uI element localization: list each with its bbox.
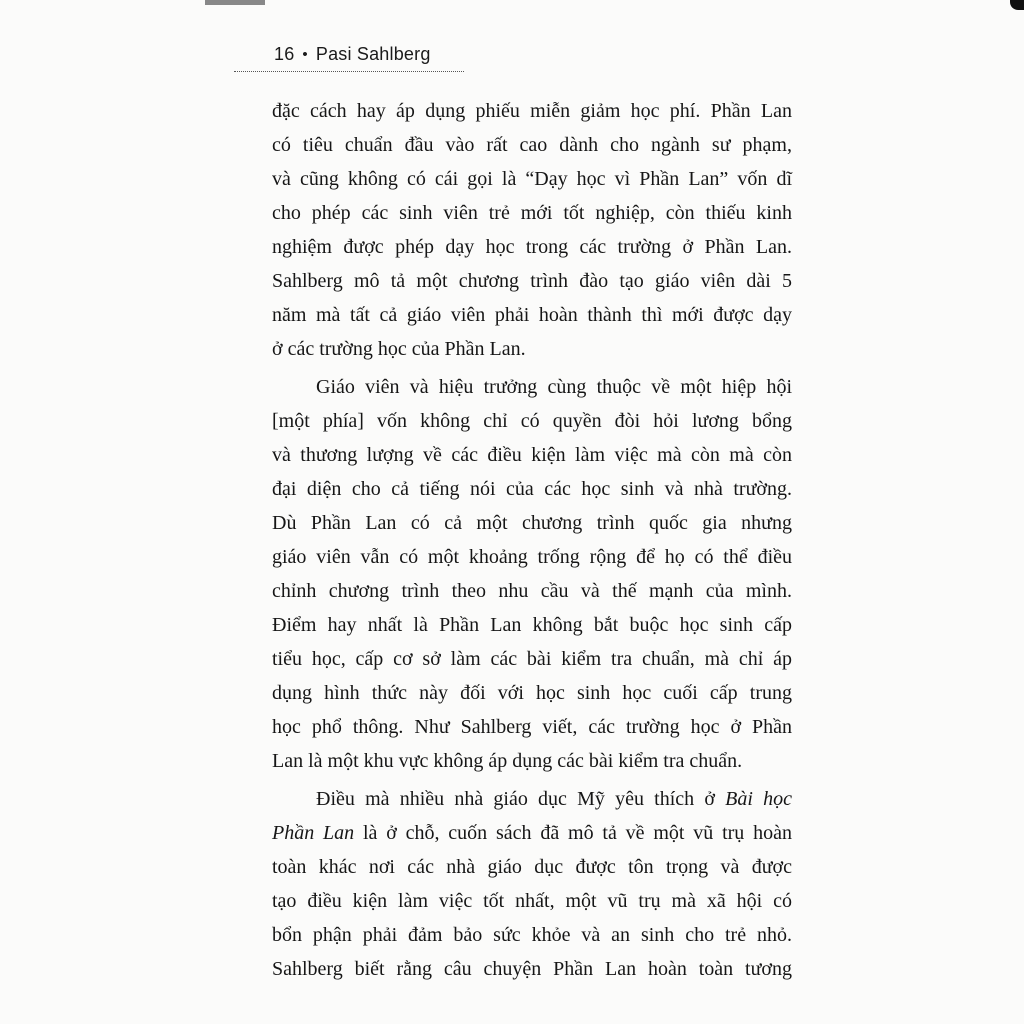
text-line: dụng hình thức này đối với học sinh học cuối cấp trung bbox=[272, 682, 792, 704]
paragraph-2 bbox=[272, 370, 792, 778]
text-line: đặc cách hay áp dụng phiếu miễn giảm học phí. Phần Lan bbox=[272, 100, 792, 122]
text-line: cho phép các sinh viên trẻ mới tốt nghiệp, còn thiếu kinh bbox=[272, 202, 792, 224]
book-title-italic: Bài học bbox=[725, 788, 792, 810]
body-text bbox=[272, 94, 792, 986]
text-line: Sahlberg biết rằng câu chuyện Phần Lan hoàn toàn tương bbox=[272, 958, 792, 980]
text-line: Lan là một khu vực không áp dụng các bài kiểm tra chuẩn. bbox=[272, 750, 743, 772]
text-run: là ở chỗ, cuốn sách đã mô tả về một vũ trụ hoàn bbox=[354, 822, 792, 844]
paragraph-1 bbox=[272, 94, 792, 366]
text-line: ở các trường học của Phần Lan. bbox=[272, 338, 526, 360]
page-number: 16 bbox=[274, 44, 295, 64]
author-name: Pasi Sahlberg bbox=[315, 44, 431, 64]
page-edge-shadow bbox=[205, 0, 265, 5]
running-header bbox=[274, 44, 431, 65]
text-line: nghiệm được phép dạy học trong các trường ở Phần Lan. bbox=[272, 236, 792, 258]
paragraph-3 bbox=[272, 782, 792, 986]
text-line: Sahlberg mô tả một chương trình đào tạo giáo viên dài 5 bbox=[272, 270, 792, 292]
page-corner-shadow bbox=[1010, 0, 1024, 10]
text-line: đại diện cho cả tiếng nói của các học sinh và nhà trường. bbox=[272, 478, 792, 500]
text-line: giáo viên vẫn có một khoảng trống rộng để họ có thể điều bbox=[272, 546, 792, 568]
header-separator: • bbox=[302, 46, 308, 63]
text-line: và cũng không có cái gọi là “Dạy học vì Phần Lan” vốn dĩ bbox=[272, 168, 792, 190]
text-run: Điều mà nhiều nhà giáo dục Mỹ yêu thích ở bbox=[316, 788, 726, 810]
text-line: bổn phận phải đảm bảo sức khỏe và an sinh cho trẻ nhỏ. bbox=[272, 924, 792, 946]
text-line: toàn khác nơi các nhà giáo dục được tôn trọng và được bbox=[272, 856, 792, 878]
text-line: Điểm hay nhất là Phần Lan không bắt buộc học sinh cấp bbox=[272, 614, 792, 636]
header-dotted-rule bbox=[234, 71, 464, 72]
text-line: tạo điều kiện làm việc tốt nhất, một vũ trụ mà xã hội có bbox=[272, 890, 792, 912]
text-line bbox=[272, 782, 792, 816]
text-line: Dù Phần Lan có cả một chương trình quốc gia nhưng bbox=[272, 512, 792, 534]
text-line: học phổ thông. Như Sahlberg viết, các trường học ở Phần bbox=[272, 716, 792, 738]
text-line: Giáo viên và hiệu trưởng cùng thuộc về một hiệp hội bbox=[316, 376, 792, 398]
text-line: năm mà tất cả giáo viên phải hoàn thành thì mới được dạy bbox=[272, 304, 792, 326]
text-line: và thương lượng về các điều kiện làm việc mà còn mà còn bbox=[272, 444, 792, 466]
book-title-italic: Phần Lan bbox=[272, 822, 355, 844]
text-line: [một phía] vốn không chỉ có quyền đòi hỏi lương bổng bbox=[272, 410, 792, 432]
text-line: chỉnh chương trình theo nhu cầu và thế mạnh của mình. bbox=[272, 580, 792, 602]
text-line: tiểu học, cấp cơ sở làm các bài kiểm tra chuẩn, mà chỉ áp bbox=[272, 648, 792, 670]
text-line: có tiêu chuẩn đầu vào rất cao dành cho ngành sư phạm, bbox=[272, 134, 792, 156]
text-line bbox=[272, 816, 792, 850]
